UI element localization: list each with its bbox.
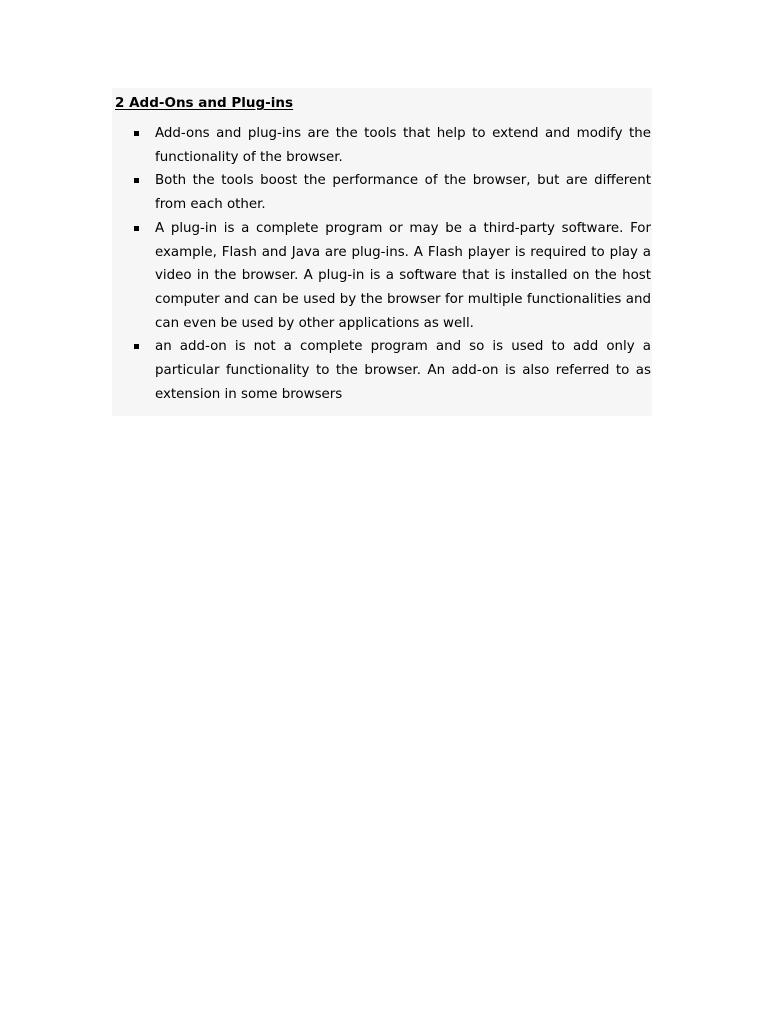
bullet-list [112, 122, 652, 406]
bullet-text: A plug-in is a complete program or may be a third-party software. For example, Flash and Java are plug-ins. A Flash player is required to play a video in the browser. A plug-in is a software that is installed on the host computer and can be used by the browser for multiple functionalities and can even be used by other applications as well. [155, 220, 651, 331]
square-bullet-icon [134, 178, 139, 183]
bullet-text: Add-ons and plug-ins are the tools that help to extend and modify the functionality of the browser. [155, 126, 651, 165]
bullet-text: Both the tools boost the performance of the browser, but are different from each other. [155, 173, 651, 213]
bullet-text: an add-on is not a complete program and so is used to add only a particular functionality to the browser. An add-on is also referred to as extension in some browsers [155, 339, 651, 402]
square-bullet-icon [134, 226, 139, 231]
list-item [112, 169, 651, 216]
content-block [112, 88, 652, 416]
square-bullet-icon [134, 131, 139, 136]
list-item [112, 335, 651, 406]
square-bullet-icon [134, 344, 139, 349]
list-item [112, 217, 651, 336]
list-item [112, 122, 651, 169]
section-heading: 2 Add-Ons and Plug-ins [115, 95, 294, 111]
